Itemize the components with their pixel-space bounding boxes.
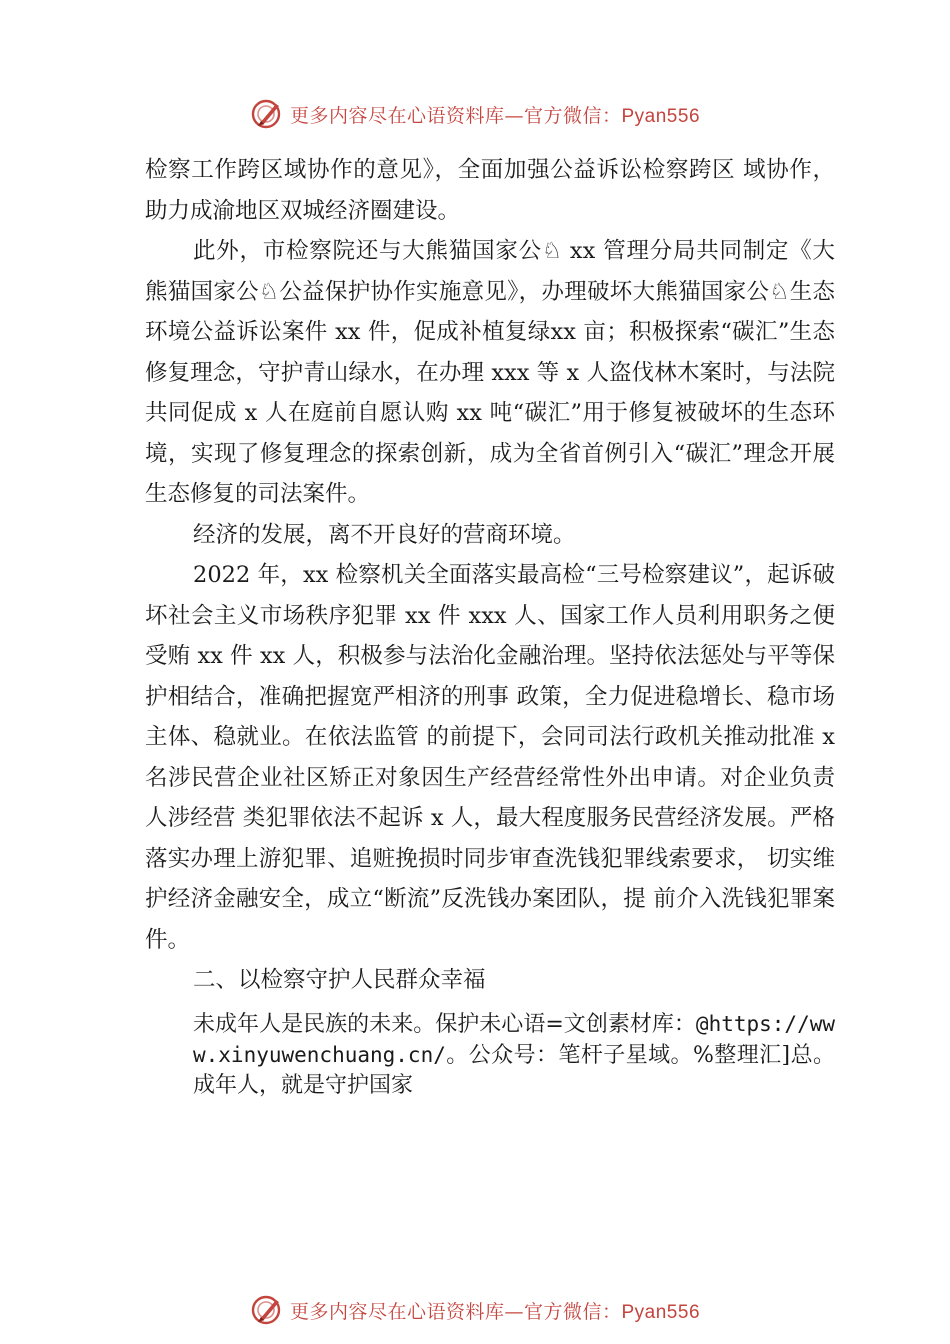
paragraph: 检察工作跨区域协作的意见》，全面加强公益诉讼检察跨区 域协作，助力成渝地区双城经济圈建设。 (145, 157, 835, 224)
paragraph: 2022 年，xx 检察机关全面落实最高检“三号检察建议”，起诉破坏社会主义市场秩序犯罪 xx 件 xxx 人、国家工作人员利用职务之便受贿 xx 件 xx 人，积极参与法治化金融治理。坚持依法惩处与平等保护相结合，准确把握宽严相济的刑事 政策，全力促进稳增长、稳市场主体、稳就业。在依法监管 的前提下，会同司法行政机关推动批准 x 名涉民营企业社区矫正对象因生产经营经常性外出申请。对企业负责人涉经营 类犯罪依法不起诉 x 人，最大程度服务民营经济发展。严格 落实办理上游犯罪、追赃挽损时同步审查洗钱犯罪线索要求， 切实维护经济金融安全，成立“断流”反洗钱办案团队，提 前介入洗钱犯罪案件。 (145, 562, 835, 953)
paragraph: 此外，市检察院还与大熊猫国家公♘ xx 管理分局共同制定《大熊猫国家公♘公益保护协作实施意见》，办理破坏大熊猫国家公♘生态环境公益诉讼案件 xx 件，促成补植复绿xx 亩；积极探索“碳汇”生态修复理念，守护青山绿水，在办理 xxx 等 x 人盗伐林木案时，与法院共同促成 x 人在庭前自愿认购 xx 吨“碳汇”用于修复被破坏的生态环境，实现了修复理念的探索创新，成为全省首例引入“碳汇”理念开展生态修复的司法案件。 (145, 238, 835, 507)
paragraph-text: 。公众号：笔杆子星域。%整理汇]总。成年人，就是守护国家 (193, 1042, 835, 1098)
header-banner-text: 更多内容尽在心语资料库—官方微信：Pyan556 (289, 104, 701, 127)
watermark-url: @https://www.xinyuwenchuang.cn/ (193, 1011, 835, 1067)
section-heading: 二、以检察守护人民群众幸福 (193, 967, 486, 993)
header-banner (0, 94, 950, 134)
footer-banner (0, 1290, 950, 1330)
brush-logo-icon (250, 97, 284, 131)
paragraph-watermarked (145, 1009, 835, 1101)
document-body (145, 150, 835, 1101)
paragraph: 经济的发展，离不开良好的营商环境。 (193, 521, 576, 548)
paragraph-text: 未成年人是民族的未来。保护未心语=文创素材库： (193, 1011, 696, 1037)
brush-logo-icon (250, 1293, 284, 1327)
footer-banner-text: 更多内容尽在心语资料库—官方微信：Pyan556 (289, 1300, 701, 1323)
